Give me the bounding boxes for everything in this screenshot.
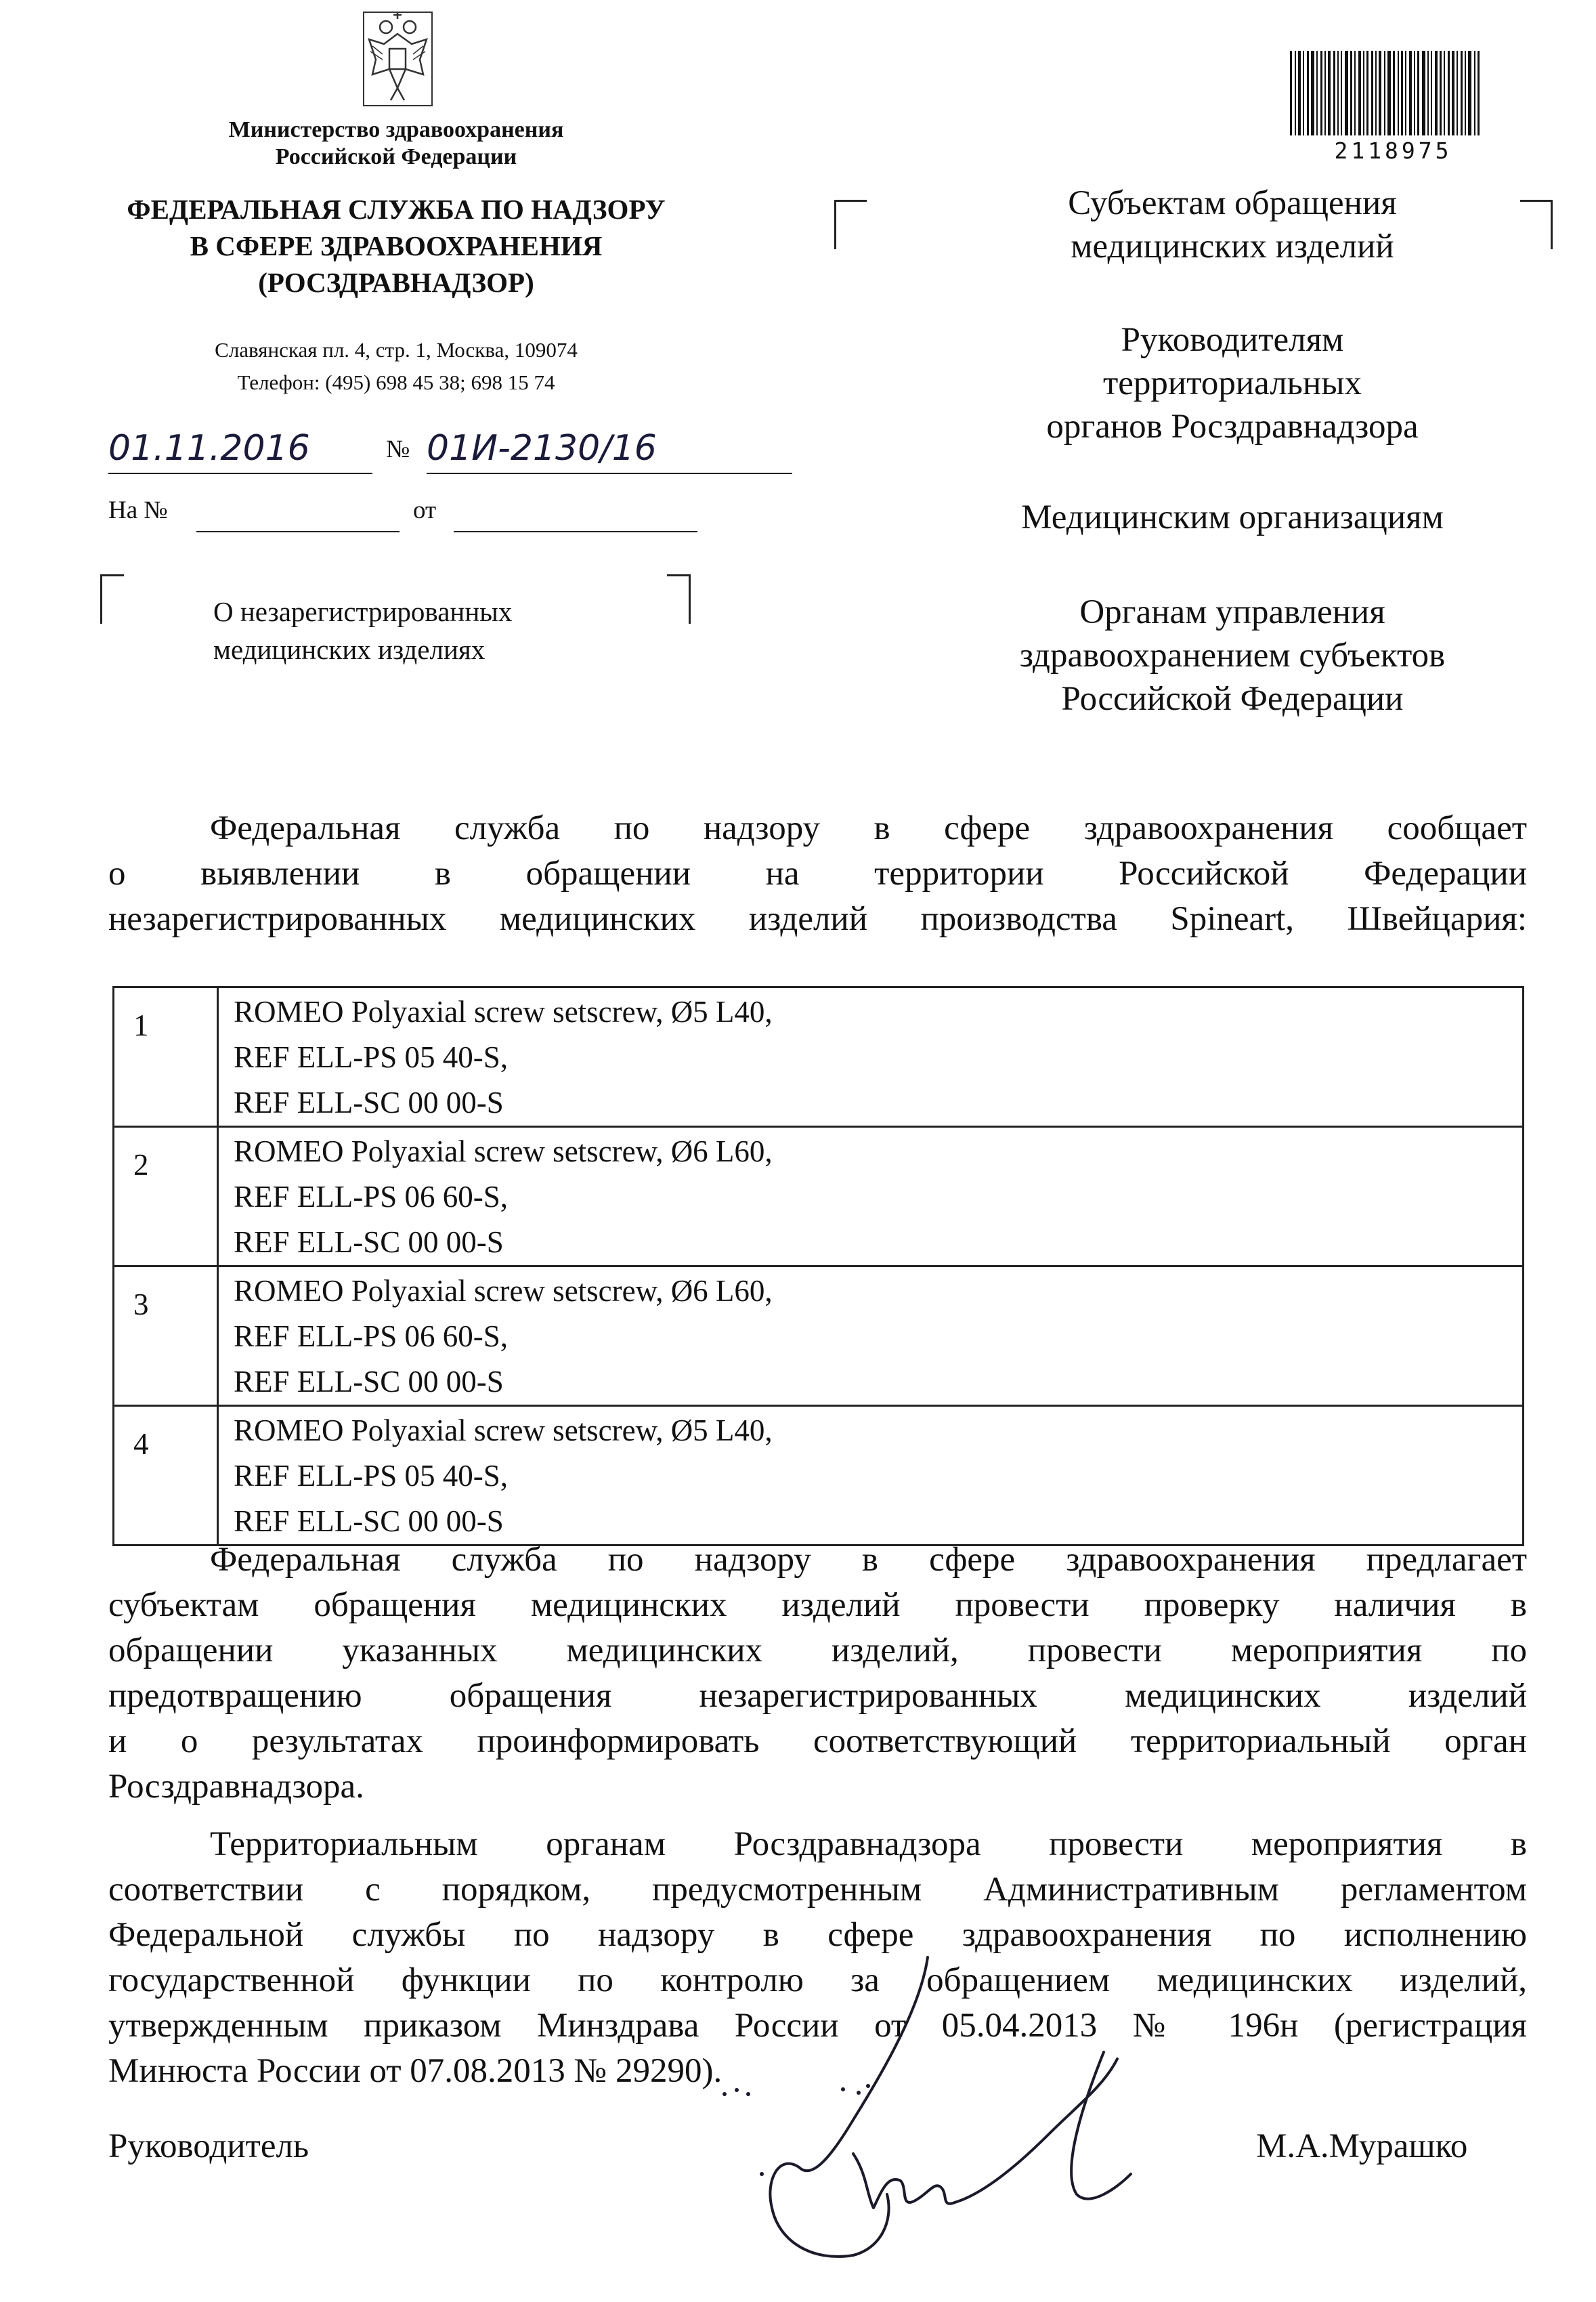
para3-line-4: государственной функции по контролю за обращением медицинских изделий, bbox=[108, 1961, 1527, 1999]
para2-line-4: предотвращению обращения незарегистрированных медицинских изделий bbox=[108, 1677, 1527, 1715]
barcode-bar bbox=[1366, 51, 1368, 135]
addressee-2-line-1: Руководителям bbox=[1121, 321, 1344, 359]
barcode-bar bbox=[1401, 51, 1403, 135]
barcode-bar bbox=[1465, 51, 1466, 135]
handwritten-signature-icon bbox=[697, 1951, 1144, 2269]
service-line-3: (РОСЗДРАВНАДЗОР) bbox=[258, 267, 534, 298]
barcode-bar bbox=[1345, 51, 1348, 135]
barcode-bar bbox=[1371, 51, 1373, 135]
item-line: REF ELL-PS 06 60-S, bbox=[234, 1319, 509, 1353]
registration-row bbox=[108, 428, 799, 475]
barcode-bar bbox=[1468, 51, 1471, 135]
para3-line-3: Федеральной службы по надзору в сфере здравоохранения по исполнению bbox=[108, 1916, 1527, 1954]
barcode-bar bbox=[1316, 51, 1318, 135]
table-row bbox=[114, 1266, 1524, 1406]
barcode-bar bbox=[1409, 51, 1412, 135]
para2-line-6: Росздравнадзора. bbox=[108, 1768, 364, 1806]
para2-line-5: и о результатах проинформировать соответствующий территориальный орган bbox=[108, 1722, 1527, 1760]
reply-label: На № bbox=[108, 496, 168, 524]
barcode-bar bbox=[1474, 51, 1475, 135]
item-line: ROMEO Polyaxial screw setscrew, Ø5 L40, bbox=[234, 1413, 773, 1447]
barcode-bar bbox=[1435, 51, 1438, 135]
intro-line-3: незарегистрированных медицинских изделий производства Spineart, Швейцария: bbox=[108, 900, 1527, 938]
barcode-bar bbox=[1311, 51, 1314, 135]
barcode-bar bbox=[1427, 51, 1429, 135]
subject-line-1: О незарегистрированных bbox=[213, 596, 513, 627]
items-table bbox=[112, 986, 1524, 1546]
signer-name: М.А.Мурашко bbox=[1256, 2127, 1468, 2165]
sender-phone: Телефон: (495) 698 45 38; 698 15 74 bbox=[237, 370, 555, 394]
reply-date-blank bbox=[454, 501, 697, 532]
item-number: 2 bbox=[114, 1127, 218, 1266]
barcode-bar bbox=[1358, 51, 1361, 135]
para3-line-2: соответствии с порядком, предусмотренным Административным регламентом bbox=[108, 1871, 1527, 1909]
subject-line-2: медицинских изделиях bbox=[213, 634, 486, 665]
barcode-bar bbox=[1337, 51, 1339, 135]
addressee-2-line-2: территориальных bbox=[1103, 364, 1362, 402]
item-description bbox=[218, 1406, 1524, 1546]
barcode-bar bbox=[1333, 51, 1335, 135]
barcode-bar bbox=[1298, 51, 1301, 135]
barcode-number: 2118975 bbox=[1334, 137, 1452, 164]
addressee-1-line-2: медицинских изделий bbox=[1071, 228, 1394, 265]
item-line: ROMEO Polyaxial screw setscrew, Ø6 L60, bbox=[234, 1134, 773, 1168]
item-description bbox=[218, 1266, 1524, 1406]
reply-row bbox=[108, 496, 704, 536]
item-line: REF ELL-PS 05 40-S, bbox=[234, 1459, 509, 1493]
addressee-3-line-1: Медицинским организациям bbox=[1021, 498, 1444, 536]
barcode-bar bbox=[1417, 51, 1419, 135]
letter-date: 01.11.2016 bbox=[108, 428, 372, 474]
barcode-bar bbox=[1405, 51, 1406, 135]
barcode-bar bbox=[1398, 51, 1399, 135]
table-row bbox=[114, 1127, 1524, 1266]
number-sign: № bbox=[386, 435, 410, 463]
item-line: ROMEO Polyaxial screw setscrew, Ø5 L40, bbox=[234, 995, 773, 1029]
addressee-4-line-3: Российской Федерации bbox=[1061, 680, 1404, 718]
signer-position: Руководитель bbox=[108, 2127, 309, 2165]
item-line: REF ELL-SC 00 00-S bbox=[234, 1365, 504, 1399]
table-row bbox=[114, 1406, 1524, 1546]
barcode-bar bbox=[1363, 51, 1364, 135]
item-number: 1 bbox=[114, 987, 218, 1127]
table-row bbox=[114, 987, 1524, 1127]
item-line: REF ELL-SC 00 00-S bbox=[234, 1504, 504, 1538]
item-line: REF ELL-PS 06 60-S, bbox=[234, 1180, 509, 1214]
barcode-icon bbox=[1290, 51, 1496, 144]
barcode-bar bbox=[1393, 51, 1395, 135]
service-line-2: В СФЕРЕ ЗДРАВООХРАНЕНИЯ bbox=[190, 230, 603, 261]
barcode-bar bbox=[1320, 51, 1322, 135]
addressee-1-line-1: Субъектам обращения bbox=[1068, 184, 1397, 222]
subject-bracket-left bbox=[100, 574, 124, 624]
ministry-line-1: Министерство здравоохранения bbox=[228, 117, 564, 142]
letter-number: 01И-2130/16 bbox=[427, 428, 792, 474]
barcode-bar bbox=[1457, 51, 1458, 135]
ministry-line-2: Российской Федерации bbox=[275, 144, 517, 169]
item-line: REF ELL-SC 00 00-S bbox=[234, 1086, 504, 1120]
item-description bbox=[218, 1127, 1524, 1266]
intro-line-2: о выявлении в обращении на территории Российской Федерации bbox=[108, 855, 1527, 893]
reply-number-blank bbox=[196, 501, 400, 532]
coat-of-arms-icon bbox=[342, 7, 454, 108]
barcode-bar bbox=[1431, 51, 1432, 135]
item-number: 4 bbox=[114, 1406, 218, 1546]
barcode-bar bbox=[1379, 51, 1381, 135]
barcode-bar bbox=[1341, 51, 1342, 135]
barcode-bar bbox=[1422, 51, 1425, 135]
barcode-bar bbox=[1384, 51, 1385, 135]
para3-line-5: утвержденным приказом Минздрава России от 05.04.2013 № 196н (регистрация bbox=[108, 2007, 1527, 2045]
barcode-bar bbox=[1303, 51, 1304, 135]
para2-line-2: субъектам обращения медицинских изделий провести проверку наличия в bbox=[108, 1586, 1527, 1624]
service-line-1: ФЕДЕРАЛЬНАЯ СЛУЖБА ПО НАДЗОРУ bbox=[127, 194, 666, 225]
barcode-bar bbox=[1461, 51, 1463, 135]
item-number: 3 bbox=[114, 1266, 218, 1406]
barcode-bar bbox=[1440, 51, 1442, 135]
para2-line-3: обращении указанных медицинских изделий, провести мероприятия по bbox=[108, 1632, 1527, 1669]
item-description bbox=[218, 987, 1524, 1127]
item-line: ROMEO Polyaxial screw setscrew, Ø6 L60, bbox=[234, 1274, 773, 1308]
barcode-bar bbox=[1387, 51, 1391, 135]
item-line: REF ELL-PS 05 40-S, bbox=[234, 1040, 509, 1074]
barcode-bar bbox=[1414, 51, 1415, 135]
para2-line-1: Федеральная служба по надзору в сфере здравоохранения предлагает bbox=[210, 1541, 1527, 1579]
addressee-4-line-1: Органам управления bbox=[1079, 593, 1385, 631]
addressee-4-line-2: здравоохранением субъектов bbox=[1019, 637, 1446, 675]
barcode-bar bbox=[1354, 51, 1356, 135]
barcode-bar bbox=[1478, 51, 1480, 135]
intro-line-1: Федеральная служба по надзору в сфере здравоохранения сообщает bbox=[210, 809, 1527, 847]
barcode-bar bbox=[1444, 51, 1445, 135]
para3-line-6: Минюста России от 07.08.2013 № 29290). bbox=[108, 2052, 722, 2090]
from-label: от bbox=[413, 496, 437, 524]
barcode-bar bbox=[1307, 51, 1309, 135]
barcode-bar bbox=[1328, 51, 1331, 135]
barcode-bar bbox=[1448, 51, 1450, 135]
para3-line-1: Территориальным органам Росздравнадзора провести мероприятия в bbox=[210, 1825, 1527, 1863]
barcode-bar bbox=[1295, 51, 1296, 135]
barcode-bar bbox=[1350, 51, 1352, 135]
barcode-bar bbox=[1324, 51, 1326, 135]
barcode-bar bbox=[1375, 51, 1377, 135]
addressee-bracket-right bbox=[1520, 200, 1553, 249]
sender-address: Славянская пл. 4, стр. 1, Москва, 109074 bbox=[215, 338, 578, 362]
item-line: REF ELL-SC 00 00-S bbox=[234, 1225, 504, 1259]
barcode-bar bbox=[1290, 51, 1292, 135]
barcode-bar bbox=[1452, 51, 1454, 135]
addressee-2-line-3: органов Росздравнадзора bbox=[1046, 408, 1419, 446]
addressee-bracket-left bbox=[834, 200, 867, 249]
